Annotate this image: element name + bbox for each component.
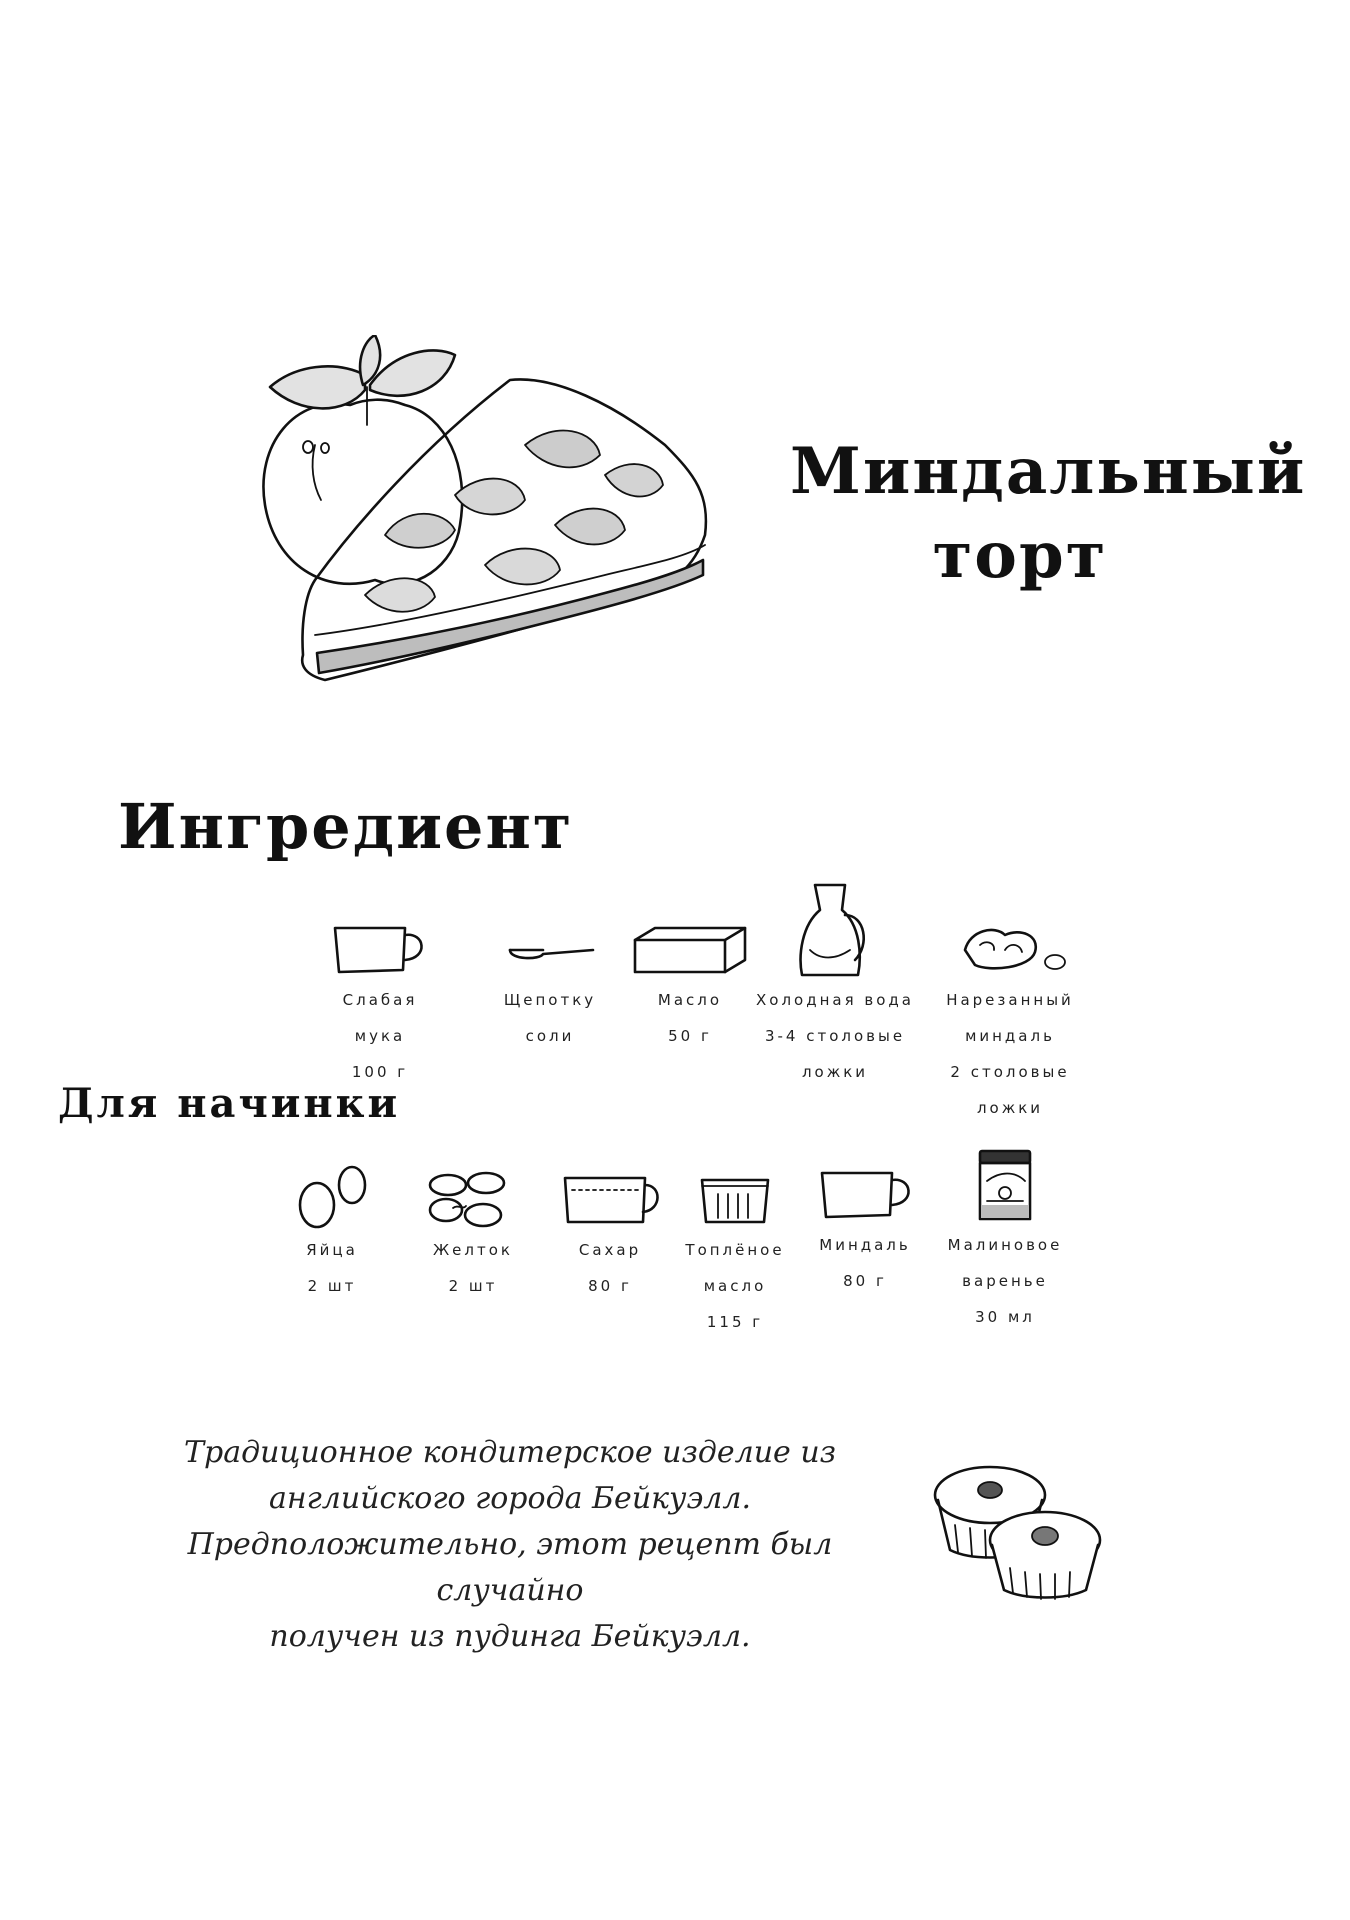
title-line-2: торт [932, 518, 1108, 593]
water-jug-icon [780, 880, 890, 980]
filling-almonds [795, 1165, 935, 1299]
filling-label: Малиновое [947, 1236, 1063, 1254]
filling-label: Яйца [306, 1241, 358, 1259]
ingredient-flour [305, 920, 455, 1090]
ingredient-amount: 3-4 столовые [764, 1027, 906, 1045]
ingredient-label: Нарезанный [946, 991, 1074, 1009]
filling-amount: 30 мл [975, 1308, 1035, 1326]
title-line-1: Миндальный [790, 434, 1307, 509]
filling-amount: 115 г [706, 1313, 764, 1331]
cup-icon [325, 920, 435, 980]
recipe-title [790, 430, 1307, 598]
eggs-icon [282, 1160, 382, 1230]
ingredient-amount: 2 столовые [950, 1063, 1070, 1081]
filling-label: варенье [962, 1272, 1048, 1290]
ramekin-icon [690, 1170, 780, 1230]
ingredient-amount: 50 г [668, 1027, 712, 1045]
filling-label: Желток [433, 1241, 513, 1259]
ingredient-label: мука [354, 1027, 406, 1045]
description-line: Предположительно, этот рецепт был случайно [187, 1527, 833, 1608]
filling-amount: 80 г [843, 1272, 887, 1290]
ingredients-heading: Ингредиент [118, 790, 574, 863]
ingredient-label: Холодная вода [756, 991, 914, 1009]
filling-eggs [262, 1160, 402, 1304]
filling-amount: 2 шт [448, 1277, 498, 1295]
jam-jar-icon [965, 1145, 1045, 1225]
filling-yolks [398, 1170, 548, 1304]
ingredient-label: Слабая [342, 991, 418, 1009]
filling-label: Миндаль [819, 1236, 911, 1254]
ingredient-label: соли [525, 1027, 575, 1045]
ingredient-amount: ложки [801, 1063, 869, 1081]
measuring-jug-icon [550, 1170, 670, 1230]
description-line: английского города Бейкуэлл. [269, 1481, 751, 1516]
filling-label: масло [703, 1277, 767, 1295]
cup-icon [810, 1165, 920, 1225]
filling-label: Сахар [578, 1241, 642, 1259]
description-line: получен из пудинга Бейкуэлл. [269, 1619, 751, 1654]
filling-amount: 80 г [588, 1277, 632, 1295]
description-line: Традиционное кондитерское изделие из [183, 1435, 837, 1470]
sliced-almonds-icon [950, 920, 1070, 980]
butter-block-icon [630, 920, 750, 980]
ingredient-salt [475, 920, 625, 1054]
ingredient-amount: ложки [976, 1099, 1044, 1117]
egg-yolks-icon [418, 1170, 528, 1230]
ingredient-water [750, 880, 920, 1090]
ingredient-amount: 100 г [351, 1063, 409, 1081]
ingredient-label: Масло [657, 991, 723, 1009]
filling-sugar [540, 1170, 680, 1304]
spoon-icon [495, 920, 605, 980]
filling-amount: 2 шт [307, 1277, 357, 1295]
filling-melted-butter [660, 1170, 810, 1340]
tart-slice-illustration [255, 335, 725, 715]
filling-label: Топлёное [685, 1241, 785, 1259]
mini-tarts-illustration [930, 1450, 1110, 1600]
ingredient-sliced-almonds [930, 920, 1090, 1126]
recipe-description [140, 1430, 880, 1660]
ingredient-label: миндаль [965, 1027, 1055, 1045]
filling-heading: Для начинки [58, 1080, 401, 1127]
filling-raspberry-jam [930, 1145, 1080, 1335]
ingredient-label: Щепотку [503, 991, 597, 1009]
ingredient-butter [615, 920, 765, 1054]
